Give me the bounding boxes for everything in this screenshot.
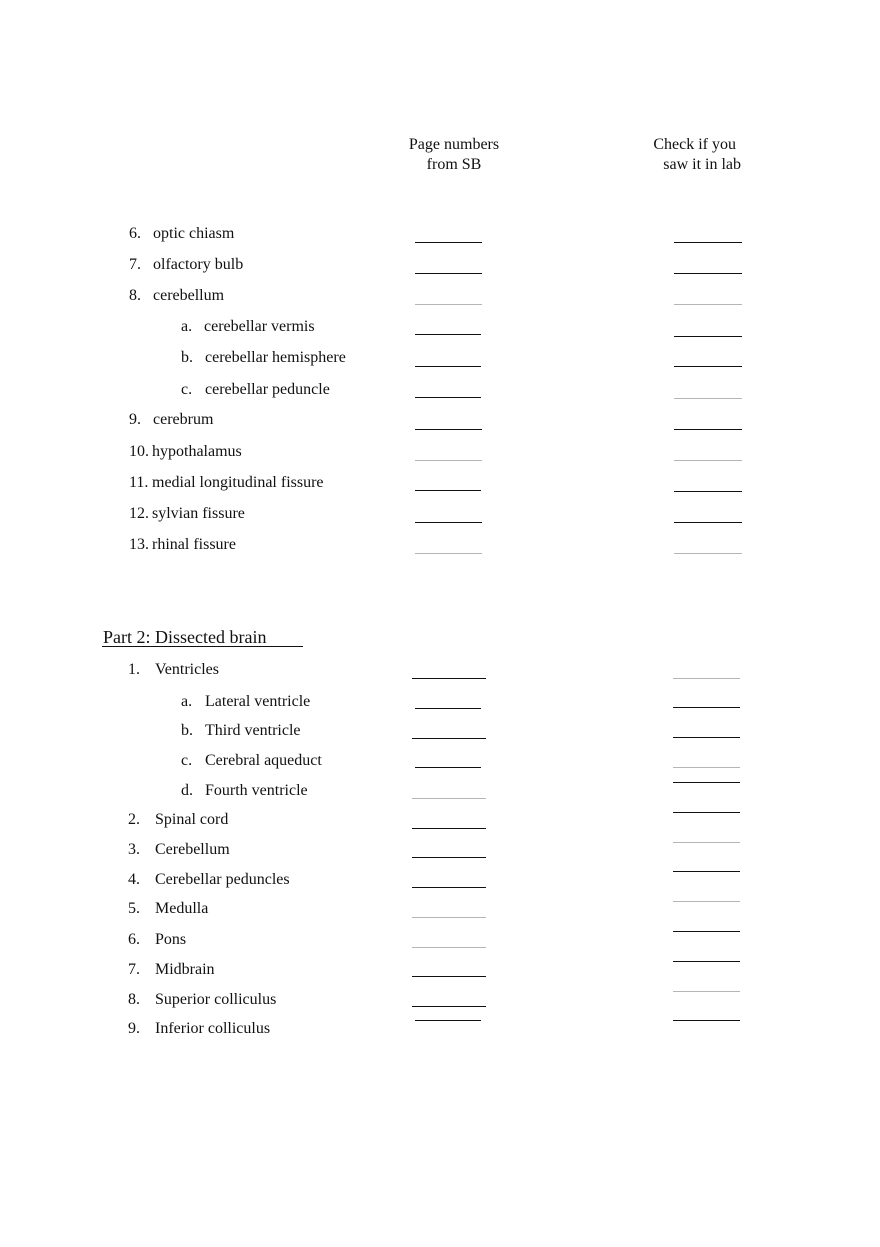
item-number: d. [181,782,193,799]
item-number: c. [181,381,193,398]
item-label: Spinal cord [155,811,229,828]
page-number-blank[interactable] [415,273,482,274]
check-blank[interactable] [674,491,742,492]
check-blank[interactable] [673,812,740,813]
item-number: a. [181,693,193,710]
item-label: medial longitudinal fissure [152,474,324,491]
page-number-blank[interactable] [415,767,481,768]
item-label: olfactory bulb [153,256,244,273]
item-number: 8. [128,991,140,1008]
page-number-blank[interactable] [412,917,486,918]
item-label: hypothalamus [152,443,242,460]
check-blank[interactable] [673,707,740,708]
check-blank[interactable] [673,991,740,992]
page-number-blank[interactable] [415,429,482,430]
item-label: Cerebellum [155,841,230,858]
page-number-blank[interactable] [412,1006,486,1007]
list-item [181,781,308,801]
column-header-check-line2: saw it in lab [663,156,741,173]
list-item [129,224,234,244]
section-title-underline [102,646,303,647]
check-blank[interactable] [673,1020,740,1021]
item-label: cerebellar peduncle [205,381,330,398]
list-item [129,504,245,524]
column-header-page-numbers-line2: from SB [426,156,482,173]
page-number-blank[interactable] [412,828,486,829]
section-title: Part 2: Dissected brain [103,627,267,647]
check-blank[interactable] [673,782,740,783]
page-number-blank[interactable] [412,976,486,977]
check-blank[interactable] [674,553,742,554]
page-number-blank[interactable] [412,798,486,799]
page-number-blank[interactable] [415,490,481,491]
check-blank[interactable] [673,961,740,962]
item-number: 6. [128,931,140,948]
item-number: 6. [129,225,141,242]
list-item [181,380,330,400]
item-label: sylvian fissure [152,505,245,522]
item-number: 8. [129,287,141,304]
column-header-page-numbers-line1: Page numbers [408,136,500,153]
item-number: b. [181,349,193,366]
page-number-blank[interactable] [415,708,481,709]
check-blank[interactable] [674,336,742,337]
page-number-blank[interactable] [412,947,486,948]
list-item [128,1019,270,1039]
check-blank[interactable] [673,871,740,872]
item-label: optic chiasm [153,225,235,242]
item-label: Cerebellar peduncles [155,871,290,888]
page-number-blank[interactable] [415,366,481,367]
check-blank[interactable] [674,460,742,461]
check-blank[interactable] [673,901,740,902]
check-blank[interactable] [674,398,742,399]
page-number-blank[interactable] [415,553,482,554]
item-label: cerebellar hemisphere [205,349,346,366]
item-number: a. [181,318,193,335]
item-label: Inferior colliculus [155,1020,271,1037]
page-number-blank[interactable] [412,678,486,679]
column-header-check [632,135,752,175]
item-label: Superior colliculus [155,991,277,1008]
list-item [181,317,315,337]
check-blank[interactable] [673,842,740,843]
page-number-blank[interactable] [412,857,486,858]
item-label: Medulla [155,900,209,917]
list-item [181,348,346,368]
item-number: c. [181,752,193,769]
item-number: 12. [129,505,149,522]
item-label: Fourth ventricle [205,782,308,799]
list-item [128,840,230,860]
page-number-blank[interactable] [412,738,486,739]
item-number: 4. [128,871,140,888]
check-blank[interactable] [674,304,742,305]
list-item [128,930,186,950]
page-number-blank[interactable] [415,1020,481,1021]
item-label: cerebellar vermis [204,318,315,335]
list-item [128,870,290,890]
item-number: 11. [129,474,149,491]
item-label: Cerebral aqueduct [205,752,322,769]
column-header-page-numbers [394,135,514,175]
item-label: Ventricles [155,661,219,678]
item-label: cerebellum [153,287,225,304]
item-label: cerebrum [153,411,214,428]
item-number: 13. [129,536,149,553]
check-blank[interactable] [673,678,740,679]
check-blank[interactable] [673,931,740,932]
check-blank[interactable] [674,242,742,243]
item-number: 1. [128,661,140,678]
check-blank[interactable] [674,273,742,274]
list-item [129,473,324,493]
column-header-check-line1: Check if you [653,136,736,153]
list-item [181,721,301,741]
item-number: 3. [128,841,140,858]
item-number: 5. [128,900,140,917]
check-blank[interactable] [674,429,742,430]
list-item [128,810,228,830]
item-label: rhinal fissure [152,536,236,553]
check-blank[interactable] [673,737,740,738]
list-item [128,990,276,1010]
page-number-blank[interactable] [415,334,481,335]
item-number: 7. [129,256,141,273]
item-label: Lateral ventricle [205,693,311,710]
item-label: Pons [155,931,187,948]
item-number: 2. [128,811,140,828]
page-number-blank[interactable] [415,522,482,523]
check-blank[interactable] [674,522,742,523]
list-item [128,660,219,680]
page-number-blank[interactable] [415,304,482,305]
list-item [129,410,213,430]
list-item [128,899,208,919]
list-item [181,751,322,771]
list-item [129,535,236,555]
item-number: 7. [128,961,140,978]
check-blank[interactable] [673,767,740,768]
list-item [181,692,310,712]
list-item [128,960,215,980]
check-blank[interactable] [674,366,742,367]
list-item [129,255,243,275]
list-item [129,286,224,306]
page-number-blank[interactable] [412,887,486,888]
page-number-blank[interactable] [415,460,482,461]
item-number: 9. [129,411,141,428]
page-number-blank[interactable] [415,397,481,398]
page-number-blank[interactable] [415,242,482,243]
item-number: 10. [129,443,149,460]
list-item [129,442,242,462]
item-label: Third ventricle [205,722,301,739]
item-number: 9. [128,1020,140,1037]
item-label: Midbrain [155,961,215,978]
item-number: b. [181,722,193,739]
